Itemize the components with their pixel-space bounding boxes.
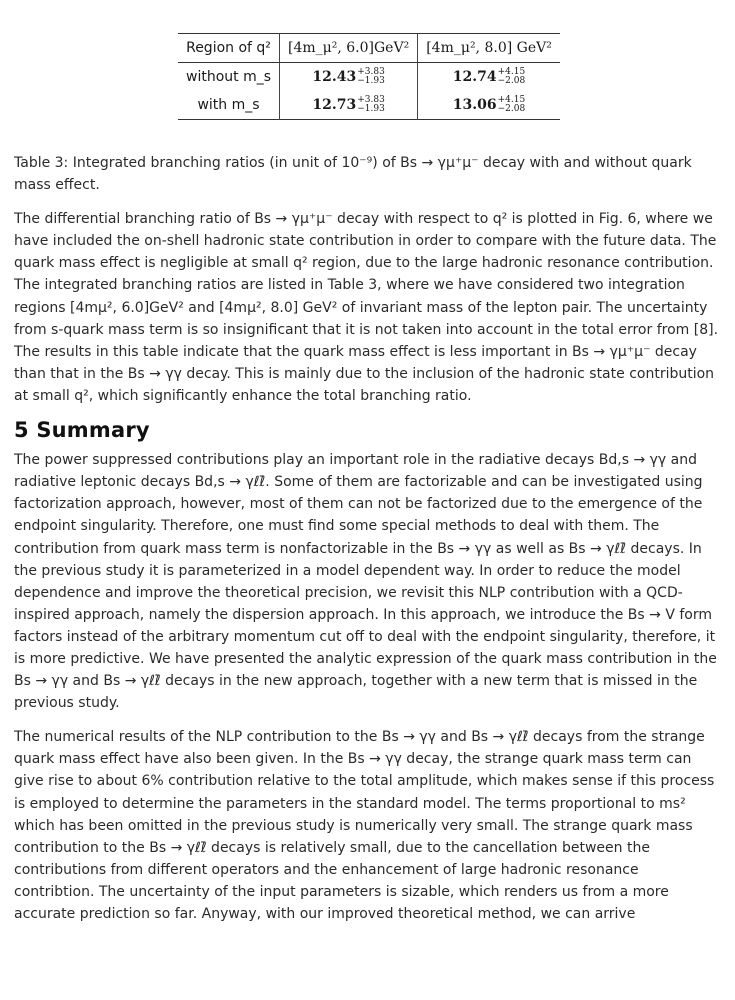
body-text: [14, 152, 722, 937]
header-range-8: [4m_μ², 8.0] GeV²: [426, 40, 552, 56]
table-cell: 12.74 +4.15 −2.08: [452, 67, 526, 86]
paragraph: The differential branching ratio of Bs → γμ⁺μ⁻ decay with respect to q² is plotted in Fig. 6, where we have included the on-shell hadronic state contribution in order to compare with the future data. The quark mass effect is negligible at small q² region, due to the large hadronic resonance contribution. The integrated branching ratios are listed in Table 3, where we have considered two integration regions [4mμ², 6.0]GeV² and [4mμ², 8.0] GeV² of invariant mass of the lepton pair. The uncertainty from s-quark mass term is so insignificant that it is not taken into account in the total error from [8]. The results in this table indicate that the quark mass effect is less important in Bs → γμ⁺μ⁻ decay than that in the Bs → γγ decay. This is mainly due to the inclusion of the hadronic state contribution at small q², which significantly enhance the total branching ratio.: [14, 211, 719, 404]
row-label: without m_s: [178, 63, 280, 92]
results-table-wrap: [178, 33, 560, 120]
table-cell: 12.73 +3.83 −1.93: [280, 91, 418, 120]
section-title: 5 Summary: [14, 418, 150, 443]
header-region: Region of q²: [178, 34, 280, 63]
table-cell: 12.43 +3.83 −1.93: [280, 63, 418, 92]
table-header-row: [178, 34, 560, 63]
branching-ratio-table: [178, 33, 560, 120]
row-label: with m_s: [178, 91, 280, 120]
table-row: [178, 91, 560, 120]
paragraph: The numerical results of the NLP contribution to the Bs → γγ and Bs → γℓℓ̄ decays from the strange quark mass effect have also been given. In the Bs → γγ decay, the strange quark mass term can give rise to about 6% contribution relative to the total amplitude, which makes sense if this process is employed to determine the parameters in the standard model. The terms proportional to ms² which has been omitted in the previous study is numerically very small. The strange quark mass contribution to the Bs → γℓℓ̄ decays is relatively small, due to the cancellation between the contributions from different operators and the enhancement of large hadronic resonance contribtion. The uncertainty of the input parameters is sizable, which renders us from a more accurate prediction so far. Anyway, with our improved theoretical method, we can arrive: [14, 729, 715, 922]
table-caption: Table 3: Integrated branching ratios (in unit of 10⁻⁹) of Bs → γμ⁺μ⁻ decay with and without quark mass effect.: [14, 155, 692, 194]
table-row: [178, 63, 560, 92]
paragraph: The power suppressed contributions play an important role in the radiative decays Bd,s → γγ and radiative leptonic decays Bd,s → γℓℓ̄. Some of them are factorizable and can be investigated using factorization approach, however, most of them can not be factorized due to the emergence of the endpoint singularity. Therefore, one must find some special methods to deal with them. The contribution from quark mass term is nonfactorizable in the Bs → γγ as well as Bs → γℓℓ̄ decays. In the previous study it is parameterized in a model dependent way. In order to reduce the model dependence and improve the theoretical precision, we revisit this NLP contribution with a QCD-inspired approach, namely the dispersion approach. In this approach, we introduce the Bs → V form factors instead of the arbitrary momentum cut off to deal with the endpoint singularity, therefore, it is more predictive. We have presented the analytic expression of the quark mass contribution in the Bs → γγ and Bs → γℓℓ̄ decays in the new approach, together with a new term that is missed in the previous study.: [14, 452, 717, 712]
header-range-6: [4m_μ², 6.0]GeV²: [280, 34, 418, 63]
table-cell: 13.06 +4.15 −2.08: [452, 95, 526, 114]
